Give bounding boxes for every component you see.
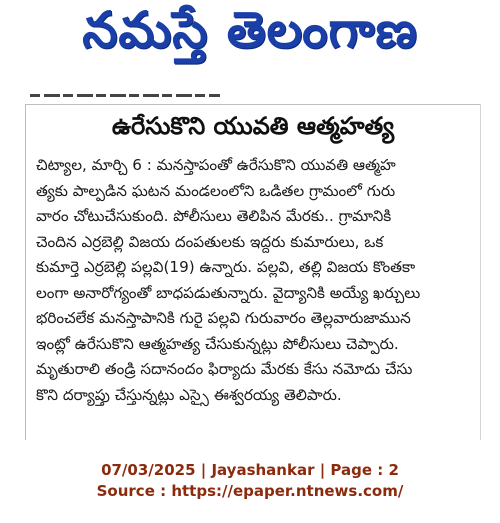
article-body-line: ఇంట్లో ఉరేసుకొని ఆత్మహత్య చేసుకున్నట్లు పోలీసులు చెప్పారు.	[36, 334, 399, 353]
article-body-line: లంగా అనారోగ్యంతో బాధపడుతున్నారు. వైద్యానికి అయ్యే ఖర్చులు	[36, 283, 421, 302]
article-body-line: చిట్యాల, మార్చి 6 : మనస్తాపంతో ఉరేసుకొని యువతి ఆత్మహ	[36, 156, 396, 174]
article-body-line: వారం చోటుచేసుకుంది. పోలీసులు తెలిపిన మేరకు.. గ్రామానికి	[36, 207, 392, 225]
article-body-line: కొని దర్యాప్తు చేస్తున్నట్లు ఎస్సై ఈశ్వరయ్య తెలిపారు.	[36, 385, 342, 404]
clipped-text-remnant	[30, 90, 220, 99]
source-footer	[0, 460, 500, 502]
article-body	[36, 153, 476, 408]
newspaper-masthead	[0, 0, 500, 72]
masthead-title: నమస్తే తెలంగాణ	[82, 0, 418, 59]
source-url: Source : https://epaper.ntnews.com/	[96, 482, 404, 500]
article-body-line: త్యకు పాల్పడిన ఘటన మండలంలోని ఒడితల గ్రామంలో గురు	[36, 181, 396, 200]
article-body-line: భరించలేక మనస్తాపానికి గురై పల్లవి గురువారం తెల్లవారుజామున	[36, 309, 411, 327]
article-headline: ఉరేసుకొని యువతి ఆత్మహత్య	[111, 112, 395, 140]
article-body-line: మృతురాలి తండ్రి సదానందం ఫిర్యాదు మేరకు కేసు నమోదు చేసు	[36, 360, 413, 378]
article-body-line: కుమార్తె ఎర్రబెల్లి పల్లవి(19) ఉన్నారు. పల్లవి, తల్లి విజయ కొంతకా	[36, 258, 416, 276]
article-body-line: చెందిన ఎర్రబెల్లి విజయ దంపతులకు ఇద్దరు కుమారులు, ఒక	[36, 232, 384, 251]
publication-info: 07/03/2025 | Jayashankar | Page : 2	[101, 461, 399, 479]
